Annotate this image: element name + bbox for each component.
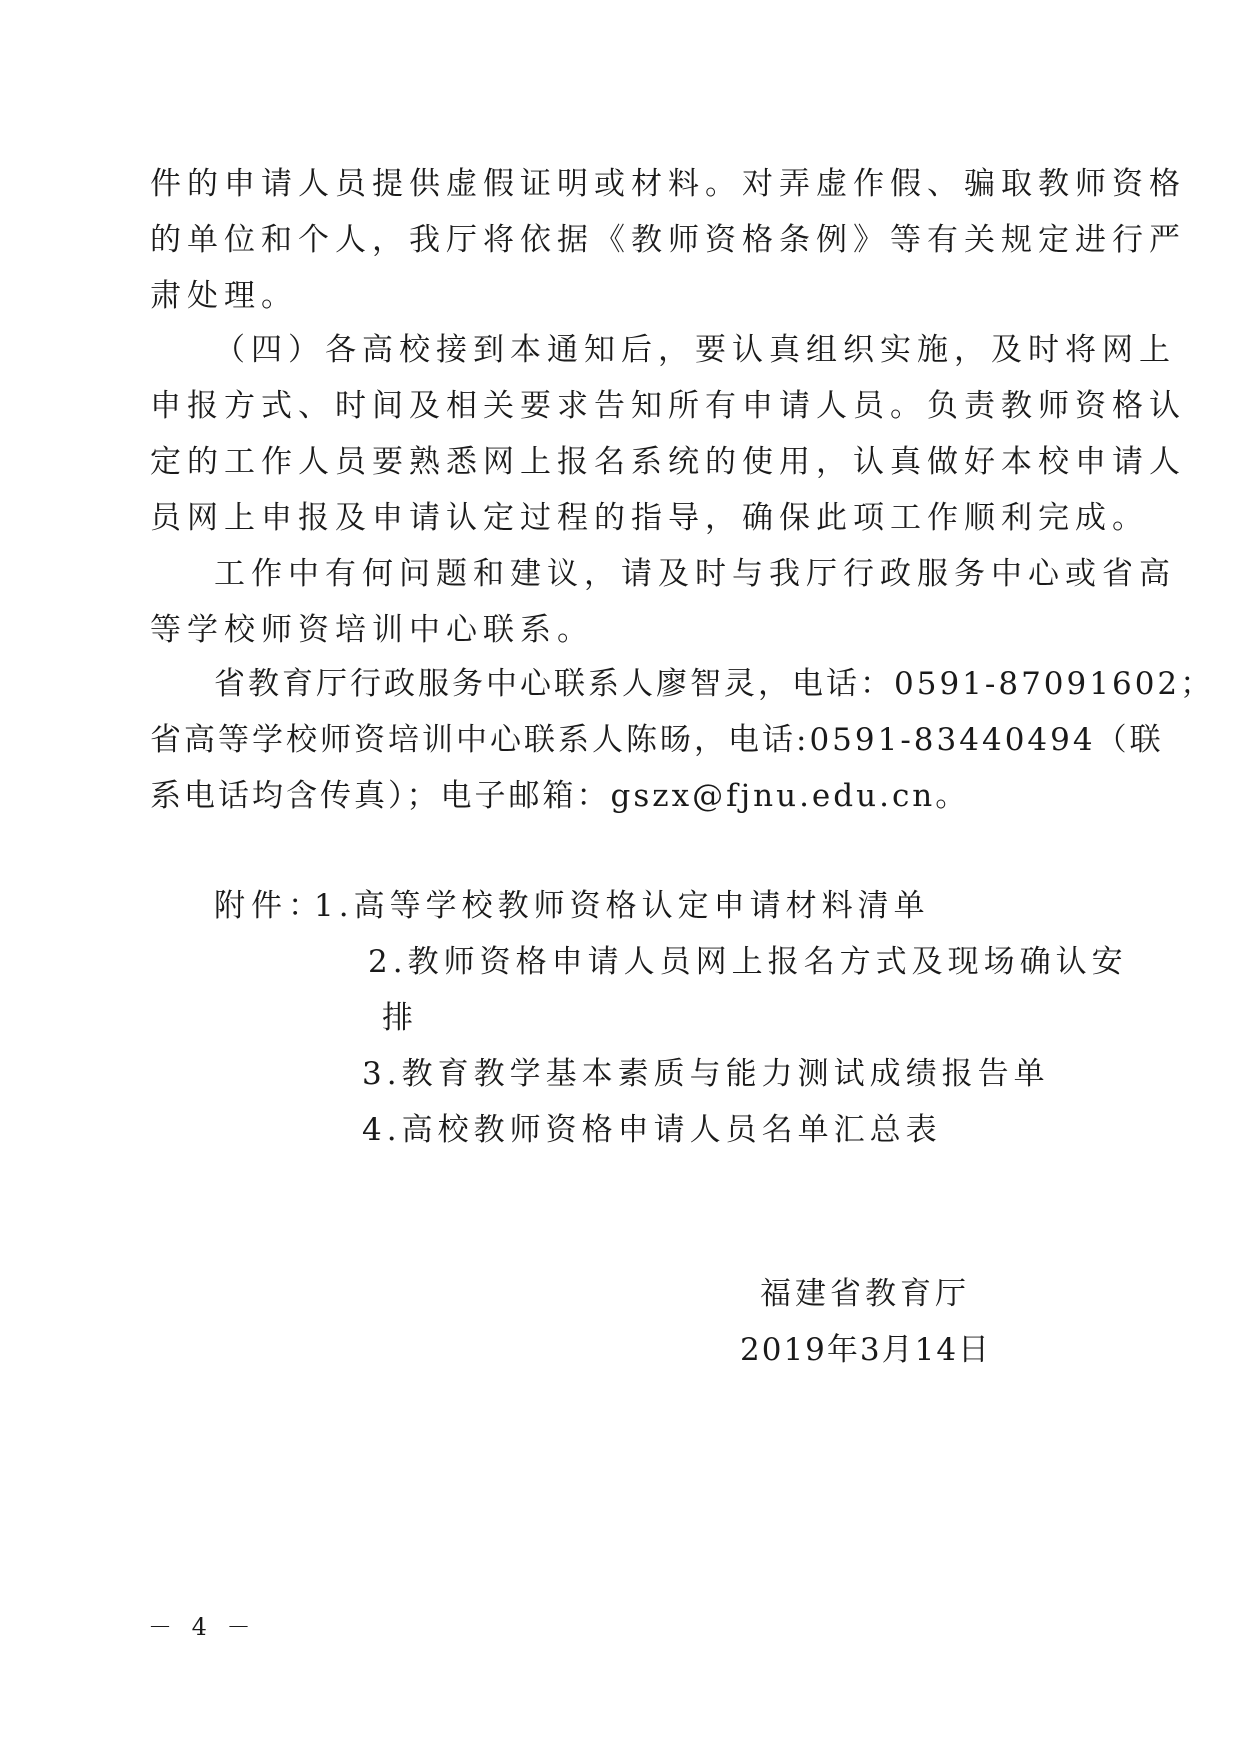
page-number: － 4 － (148, 1613, 257, 1641)
contact-line: 省教育厅行政服务中心联系人廖智灵，电话：0591-87091602； (214, 666, 1215, 702)
paragraph-line: 定的工作人员要熟悉网上报名系统的使用，认真做好本校申请人 (150, 444, 1186, 480)
paragraph-line: （四）各高校接到本通知后，要认真组织实施，及时将网上 (214, 332, 1176, 368)
issue-date: 2019年3月14日 (740, 1332, 992, 1368)
paragraph-line: 员网上申报及申请认定过程的指导，确保此项工作顺利完成。 (150, 500, 1149, 536)
attachment-item: 4.高校教师资格申请人员名单汇总表 (362, 1112, 942, 1148)
attachment-item: 1.高等学校教师资格认定申请材料清单 (314, 888, 930, 924)
paragraph-line: 的单位和个人，我厅将依据《教师资格条例》等有关规定进行严 (150, 222, 1186, 258)
attachments-label: 附件： (214, 888, 325, 924)
attachment-item-continuation: 排 (382, 1000, 419, 1036)
contact-line: 系电话均含传真）；电子邮箱：gszx@fjnu.edu.cn。 (150, 778, 970, 814)
paragraph-line: 申报方式、时间及相关要求告知所有申请人员。负责教师资格认 (150, 388, 1186, 424)
paragraph-line: 工作中有何问题和建议，请及时与我厅行政服务中心或省高 (214, 556, 1176, 592)
contact-line: 省高等学校师资培训中心联系人陈旸，电话:0591-83440494（联 (150, 722, 1164, 758)
attachment-item: 3.教育教学基本素质与能力测试成绩报告单 (362, 1056, 1050, 1092)
paragraph-line: 等学校师资培训中心联系。 (150, 612, 594, 648)
attachment-item: 2.教师资格申请人员网上报名方式及现场确认安 (368, 944, 1128, 980)
paragraph-line: 肃处理。 (150, 278, 298, 314)
paragraph-line: 件的申请人员提供虚假证明或材料。对弄虚作假、骗取教师资格 (150, 166, 1186, 202)
issuing-organization: 福建省教育厅 (760, 1276, 970, 1312)
